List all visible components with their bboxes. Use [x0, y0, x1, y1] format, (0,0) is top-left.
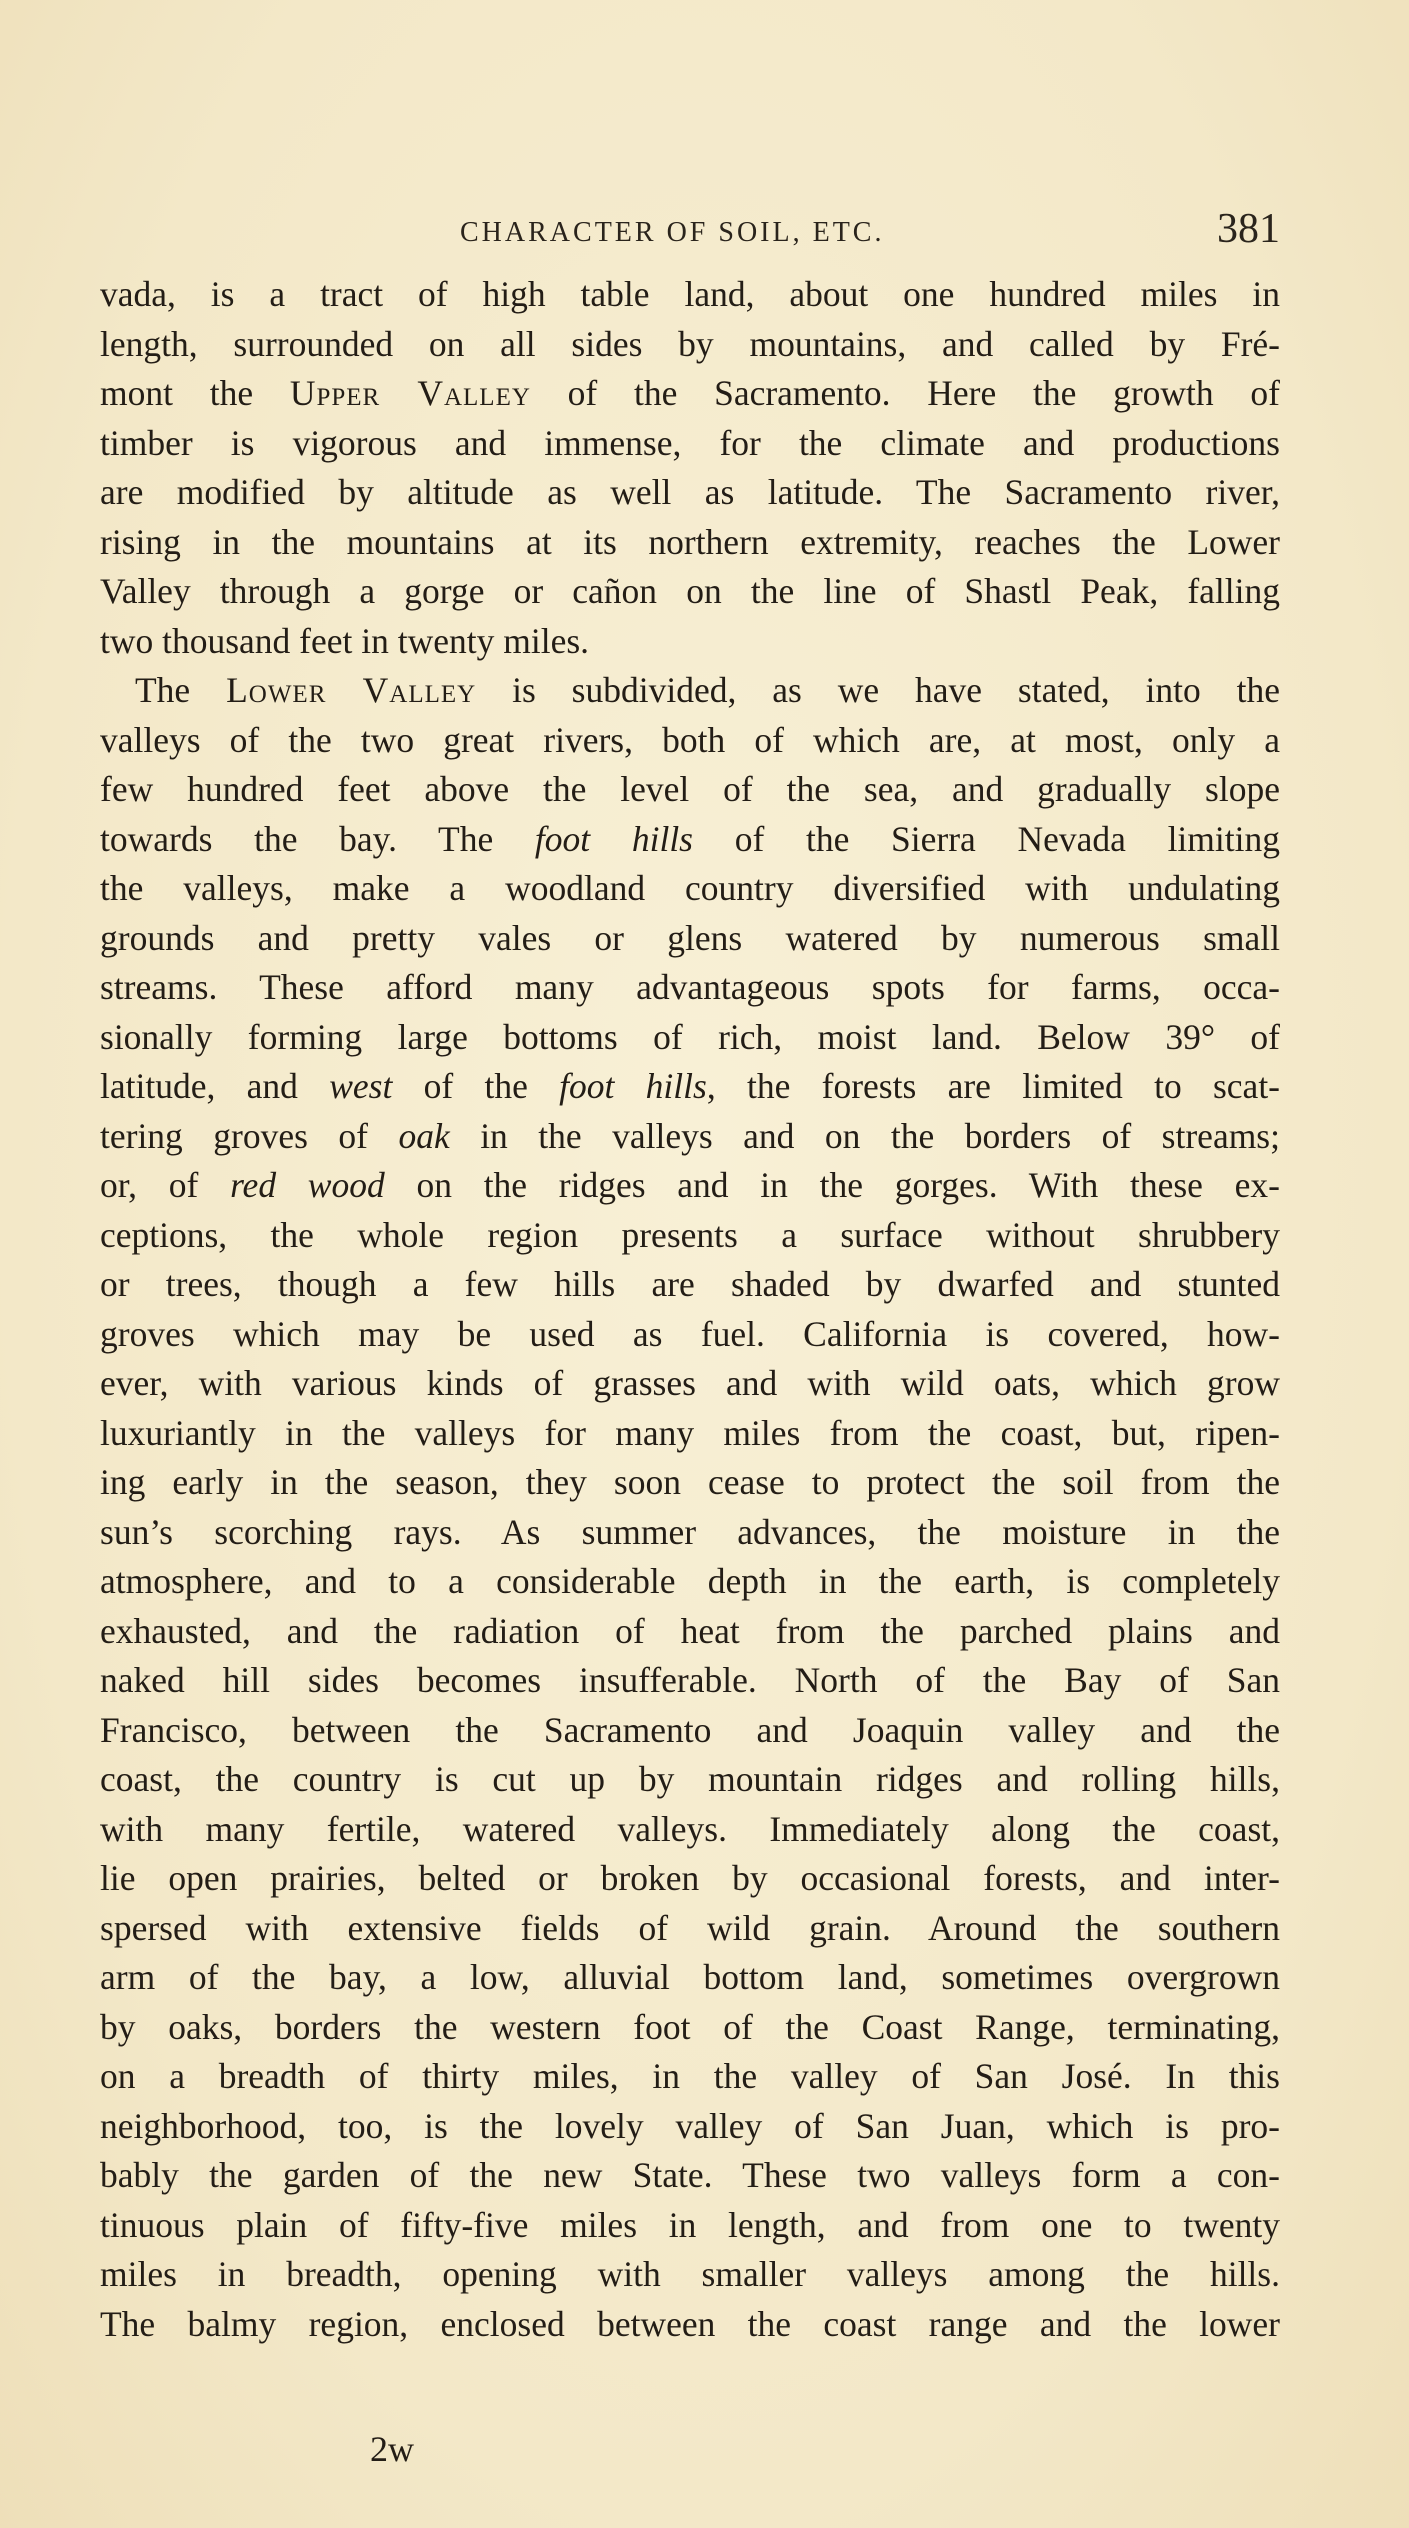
italic-oak: oak — [398, 1115, 450, 1156]
text-line: miles in breadth, opening with smaller valleys among the hills. — [100, 2254, 1280, 2294]
text-line: ceptions, the whole region presents a surface without shrubbery — [100, 1214, 1280, 1255]
text-line: or, of red wood on the ridges and in the gorges. With these ex- — [100, 1165, 1280, 1205]
text-line: on a breadth of thirty miles, in the valley of San José. In this — [100, 2056, 1280, 2096]
text-line: arm of the bay, a low, alluvial bottom land, sometimes overgrown — [100, 1957, 1280, 1997]
text-line: luxuriantly in the valleys for many miles from the coast, but, ripen- — [100, 1412, 1280, 1453]
text-line: Valley through a gorge or cañon on the line of Shastl Peak, falling — [100, 571, 1280, 611]
text-line: valleys of the two great rivers, both of which are, at most, only a — [100, 719, 1280, 760]
text-line: timber is vigorous and immense, for the climate and productions — [100, 422, 1280, 463]
text-line: The Lower Valley is subdivided, as we have stated, into the — [135, 670, 1280, 710]
text-line: bably the garden of the new State. These two valleys form a con- — [100, 2155, 1280, 2195]
text-line: The balmy region, enclosed between the coast range and the lower — [100, 2303, 1280, 2344]
running-head: CHARACTER OF SOIL, ETC. — [460, 217, 885, 248]
text-line: are modified by altitude as well as latitude. The Sacramento river, — [100, 472, 1280, 512]
text-line: the valleys, make a woodland country diversified with undulating — [100, 868, 1280, 908]
text-line: by oaks, borders the western foot of the Coast Range, terminating, — [100, 2006, 1280, 2047]
text-line: coast, the country is cut up by mountain ridges and rolling hills, — [100, 1759, 1280, 1799]
text-line: tering groves of oak in the valleys and on the borders of streams; — [100, 1115, 1280, 1156]
text-line: groves which may be used as fuel. California is covered, how- — [100, 1313, 1280, 1354]
text-line: few hundred feet above the level of the sea, and gradually slope — [100, 769, 1280, 809]
text-line: length, surrounded on all sides by mountains, and called by Fré- — [100, 323, 1280, 364]
signature-mark: 2w — [370, 2429, 414, 2469]
text-line: neighborhood, too, is the lovely valley of San Juan, which is pro- — [100, 2105, 1280, 2146]
text-line: ing early in the season, they soon cease to protect the soil from the — [100, 1462, 1280, 1502]
text-line: lie open prairies, belted or broken by occasional forests, and inter- — [100, 1858, 1280, 1898]
italic-red-wood: red wood — [230, 1165, 385, 1205]
text-line: spersed with extensive fields of wild grain. Around the southern — [100, 1907, 1280, 1948]
text-line: rising in the mountains at its northern extremity, reaches the Lower — [100, 521, 1280, 562]
text-line: with many fertile, watered valleys. Immediately along the coast, — [100, 1808, 1280, 1849]
text-line: Francisco, between the Sacramento and Joaquin valley and the — [100, 1709, 1280, 1750]
text-line: towards the bay. The foot hills of the Sierra Nevada limiting — [100, 818, 1281, 859]
upper-valley-smallcaps: Upper Valley — [289, 373, 531, 413]
italic-foot-hills: foot hills — [534, 818, 693, 859]
text-line: tinuous plain of fifty-five miles in length, and from one to twenty — [100, 2204, 1280, 2245]
body-text — [100, 270, 1280, 2349]
text-line: sun’s scorching rays. As summer advances, the moisture in the — [100, 1511, 1280, 1552]
text-line: naked hill sides becomes insufferable. North of the Bay of San — [100, 1660, 1280, 1700]
text-line: latitude, and west of the foot hills, the forests are limited to scat- — [100, 1066, 1280, 1106]
text-line: exhausted, and the radiation of heat from the parched plains and — [100, 1610, 1280, 1651]
text-line: sionally forming large bottoms of rich, moist land. Below 39° of — [100, 1016, 1280, 1057]
text-line: streams. These afford many advantageous spots for farms, occa- — [100, 967, 1280, 1007]
italic-west: west — [329, 1066, 393, 1106]
text-line: or trees, though a few hills are shaded by dwarfed and stunted — [100, 1264, 1280, 1304]
text-line: grounds and pretty vales or glens watered by numerous small — [100, 917, 1280, 958]
text-line: vada, is a tract of high table land, about one hundred miles in — [100, 274, 1280, 314]
italic-foot-hills: foot hills — [559, 1066, 707, 1106]
text-line: ever, with various kinds of grasses and with wild oats, which grow — [100, 1363, 1280, 1403]
text-line: atmosphere, and to a considerable depth in the earth, is completely — [100, 1561, 1280, 1601]
page-number: 381 — [1217, 206, 1280, 252]
page-header — [100, 205, 1280, 265]
text-line: two thousand feet in twenty miles. — [100, 620, 590, 661]
text-line: mont the Upper Valley of the Sacramento. Here the growth of — [100, 373, 1280, 413]
lower-valley-smallcaps: Lower Valley — [226, 670, 477, 710]
